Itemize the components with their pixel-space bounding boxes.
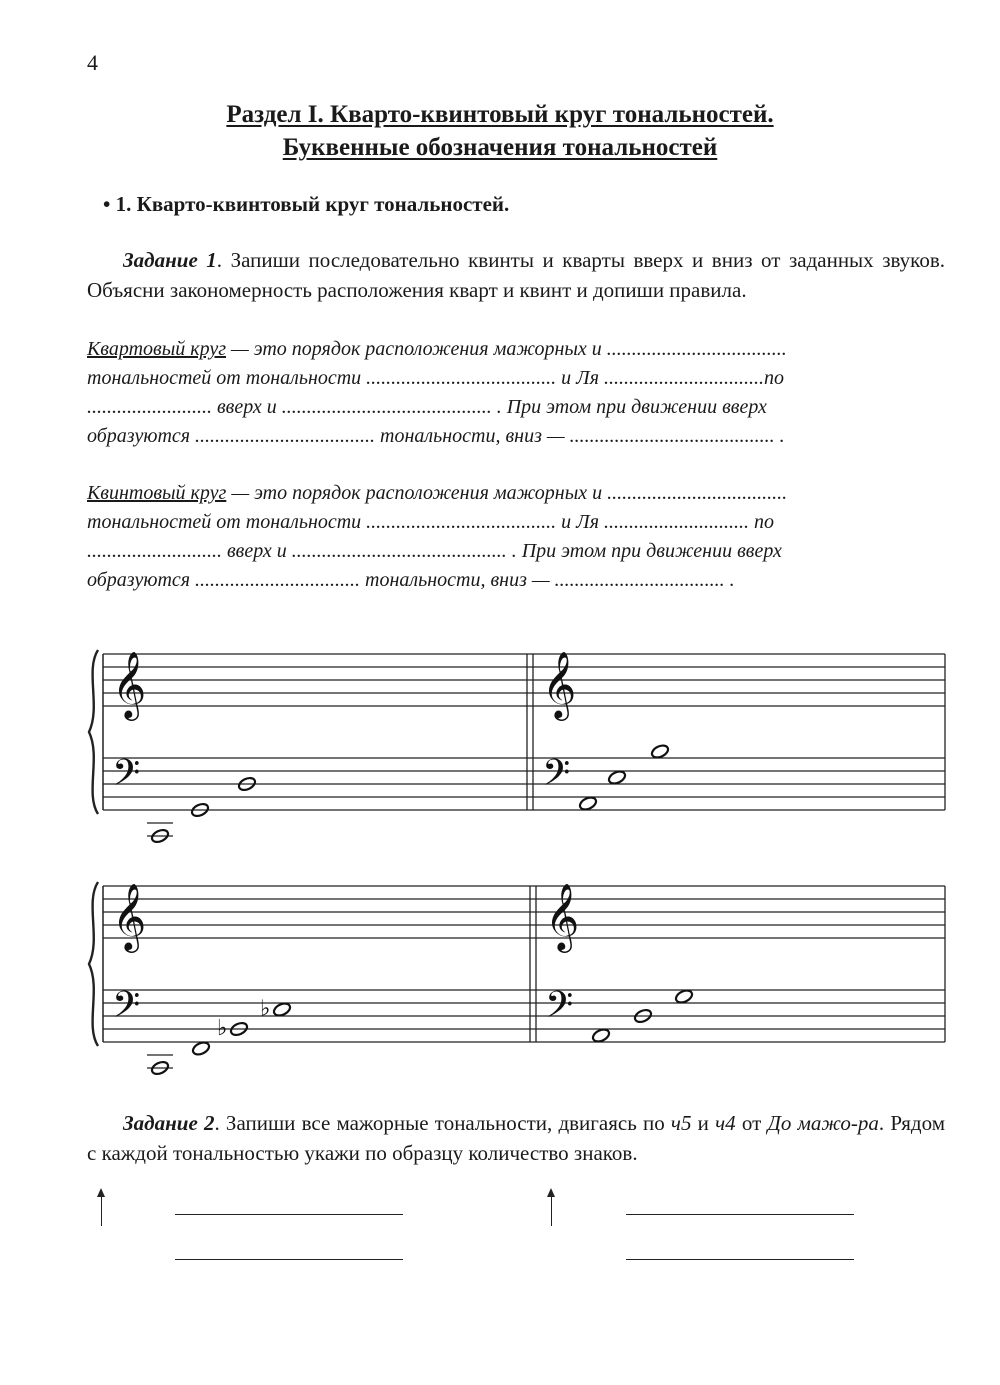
whole-note	[191, 1040, 211, 1057]
title-line-2: Буквенные обозначения тональностей	[282, 134, 718, 161]
quart-rule-line-3: ......................... вверх и .......................................... . При этом при движении вверх	[87, 396, 767, 418]
task-2-text-3: от	[735, 1111, 768, 1135]
key-name: До мажо-ра	[767, 1111, 879, 1135]
bass-clef-icon: 𝄢	[112, 984, 141, 1035]
flat-icon: ♭	[217, 1016, 228, 1041]
page-number: 4	[87, 50, 98, 75]
answer-line[interactable]	[175, 1259, 403, 1260]
section-heading-text: 1. Кварто-квинтовый круг тональностей.	[115, 192, 510, 216]
quart-rule-term: Квартовый круг	[87, 338, 227, 360]
interval-fifth: ч5	[670, 1111, 692, 1135]
brace-icon	[89, 882, 98, 1046]
quint-rule-text: — это порядок расположения мажорных и ....................................	[226, 482, 788, 504]
quart-rule-line-4: образуются .................................... тональности, вниз — ......................................... .	[87, 425, 785, 447]
brace-icon	[89, 650, 98, 814]
answer-line[interactable]	[175, 1214, 403, 1215]
bass-clef-icon: 𝄢	[542, 752, 571, 803]
grand-staff	[89, 650, 945, 844]
quint-rule-line-4: образуются ................................. тональности, вниз — .................................. .	[87, 569, 735, 591]
up-arrow-icon	[551, 1190, 552, 1226]
task-2-text-4: . Рядом с каждой тональностью укажи по образцу количество знаков.	[87, 1111, 945, 1165]
treble-clef-icon: 𝄞	[542, 650, 577, 718]
task-2-lead: Задание 2	[123, 1111, 215, 1135]
quart-rule-text: — это порядок расположения мажорных и ....................................	[226, 338, 787, 360]
bullet-icon: •	[103, 192, 111, 216]
bass-clef-icon: 𝄢	[112, 752, 141, 803]
treble-clef-icon: 𝄞	[112, 882, 147, 950]
interval-fourth: ч4	[715, 1111, 736, 1135]
treble-clef-icon: 𝄞	[545, 882, 580, 950]
quint-rule-term: Квинтовый круг	[87, 482, 227, 504]
task-2-paragraph	[87, 1108, 945, 1168]
title-line-1: Раздел I. Кварто-квинтовый круг тональностей.	[226, 101, 774, 128]
whole-note	[650, 743, 670, 760]
task-1-text: . Запиши последовательно квинты и кварты вверх и вниз от заданных звуков. Объясни закономерность расположения кварт и квинт и допиши правила.	[87, 248, 945, 302]
grand-staff	[89, 882, 945, 1076]
up-arrow-icon	[101, 1190, 102, 1226]
whole-note	[607, 769, 627, 786]
whole-note	[674, 988, 694, 1005]
task-1-lead: Задание 1	[123, 248, 217, 272]
flat-icon: ♭	[260, 996, 271, 1022]
staff-systems	[89, 650, 945, 1076]
task-2-text-2: и	[691, 1111, 716, 1135]
whole-note	[272, 1001, 292, 1018]
bass-clef-icon: 𝄢	[545, 984, 574, 1035]
task-2-text-1: . Запиши все мажорные тональности, двигаясь по	[214, 1111, 671, 1135]
quart-rule-line-2: тональностей от тональности ...................................... и Ля ................................по	[87, 367, 785, 389]
whole-note	[578, 795, 598, 812]
treble-clef-icon: 𝄞	[112, 650, 147, 718]
answer-line[interactable]	[626, 1214, 854, 1215]
quint-rule-line-3: ........................... вверх и ........................................... . При этом при движении вверх	[87, 540, 782, 562]
quint-rule-line-2: тональностей от тональности ...................................... и Ля ............................. по	[87, 511, 775, 533]
answer-line[interactable]	[626, 1259, 854, 1260]
whole-note	[591, 1027, 611, 1044]
